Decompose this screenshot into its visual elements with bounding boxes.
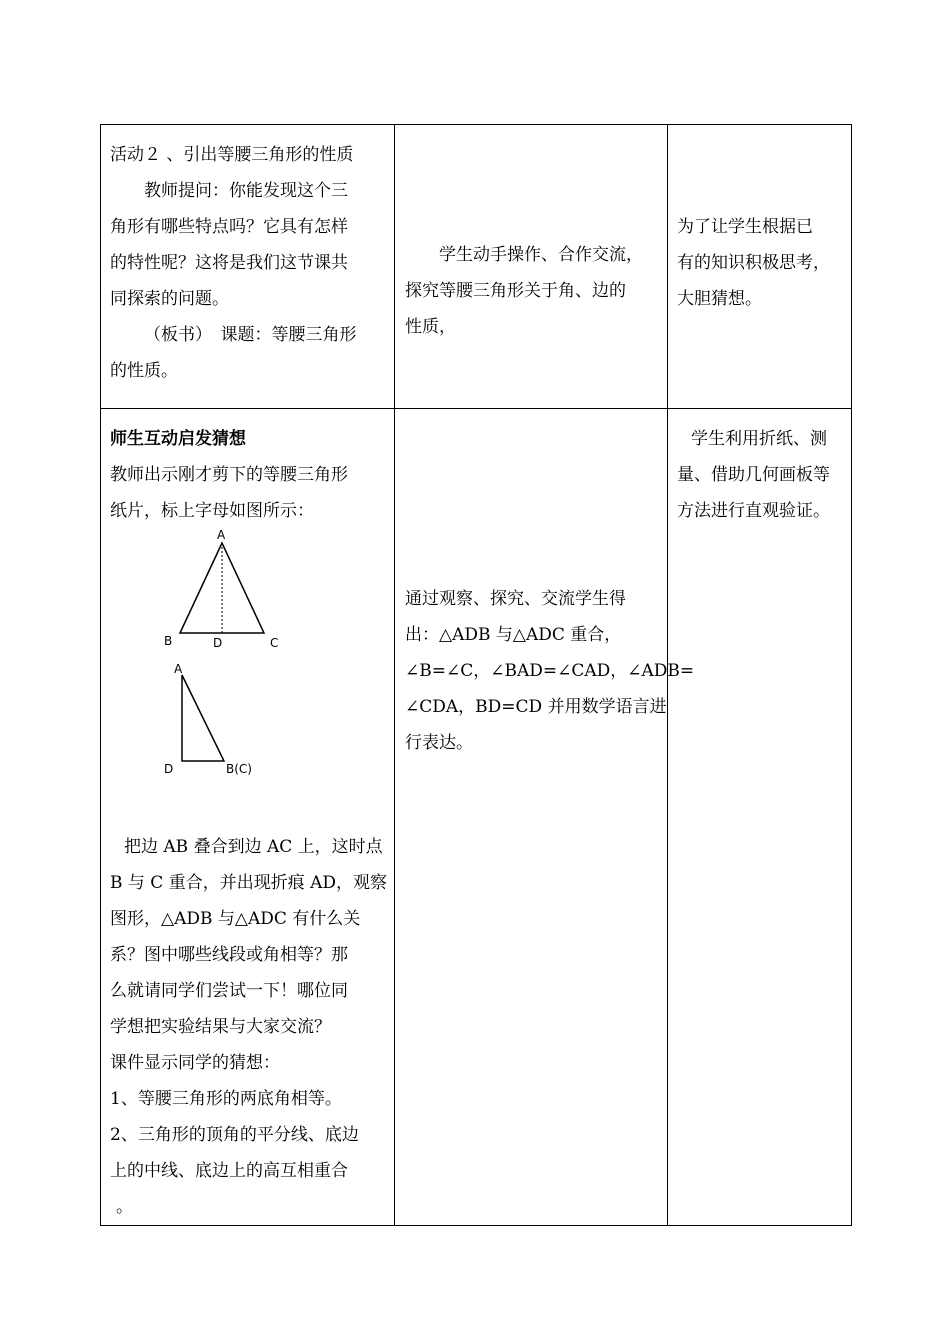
row2-student-cell: [395, 409, 695, 1226]
activity-title: 活动２ 、引出等腰三角形的性质: [110, 145, 354, 165]
guess-line: 上的中线、底边上的高互相重合: [110, 1161, 348, 1181]
board-line: （板书） 课题：等腰三角形: [144, 325, 357, 345]
student-line: 性质，: [405, 317, 456, 337]
label-a: A: [217, 529, 226, 542]
guess-line: 。: [116, 1197, 133, 1217]
question-line: 角形有哪些特点吗？它具有怎样: [110, 217, 348, 237]
label-d: D: [213, 636, 223, 650]
body-line: 图形，△ADB 与△ADC 有什么关: [110, 909, 361, 929]
student-line: ∠B=∠C，∠BAD=∠CAD，∠ADB=: [405, 661, 695, 681]
guess-line: 1、等腰三角形的两底角相等。: [110, 1089, 342, 1109]
body-line: B 与 C 重合，并出现折痕 AD，观察: [110, 873, 388, 893]
student-line: ∠CDA，BD=CD 并用数学语言进: [405, 697, 667, 717]
question-line: 教师提问：你能发现这个三: [144, 181, 348, 201]
body-line: 么就请同学们尝试一下！哪位同: [110, 981, 348, 1001]
row1-student-cell: [395, 125, 668, 409]
intro-line: 纸片，标上字母如图所示：: [110, 501, 314, 521]
body-line: 学想把实验结果与大家交流？: [110, 1017, 331, 1037]
student-line: 出：△ADB 与△ADC 重合，: [405, 625, 622, 645]
triangle-figures: [110, 529, 386, 829]
label-a2: A: [174, 662, 183, 676]
section-heading: 师生互动启发猜想: [110, 429, 246, 449]
guess-line: 2、三角形的顶角的平分线、底边: [110, 1125, 359, 1145]
intent-line: 量、借助几何画板等: [677, 465, 830, 485]
intent-line: 方法进行直观验证。: [677, 501, 830, 521]
triangle-diagram: [150, 529, 310, 829]
label-c: C: [270, 636, 279, 650]
table-row: [101, 125, 852, 409]
student-line: 学生动手操作、合作交流，: [439, 245, 643, 265]
row2-activity-cell: [101, 409, 395, 1226]
body-line: 把边 AB 叠合到边 AC 上，这时点: [124, 837, 383, 857]
question-line: 同探索的问题。: [110, 289, 229, 309]
intent-line: 有的知识积极思考，: [677, 253, 830, 273]
table-row: [101, 409, 852, 1226]
intro-line: 教师出示刚才剪下的等腰三角形: [110, 465, 348, 485]
intent-line: 大胆猜想。: [677, 289, 762, 309]
label-bc: B(C): [226, 762, 252, 776]
intent-line: 学生利用折纸、测: [691, 429, 827, 449]
guess-title: 课件显示同学的猜想：: [110, 1053, 280, 1073]
label-d2: D: [164, 762, 174, 776]
lesson-table: [100, 124, 852, 1226]
board-line: 的性质。: [110, 361, 178, 381]
row2-intent-cell: [668, 409, 852, 1226]
question-line: 的特性呢？这将是我们这节课共: [110, 253, 348, 273]
row1-activity-cell: [101, 125, 395, 409]
folded-triangle: [182, 675, 224, 761]
student-line: 通过观察、探究、交流学生得: [405, 589, 626, 609]
label-b: B: [164, 634, 173, 648]
student-line: 行表达。: [405, 733, 473, 753]
row1-intent-cell: [668, 125, 852, 409]
body-line: 系？图中哪些线段或角相等？那: [110, 945, 348, 965]
student-line: 探究等腰三角形关于角、边的: [405, 281, 626, 301]
intent-line: 为了让学生根据已: [677, 217, 813, 237]
